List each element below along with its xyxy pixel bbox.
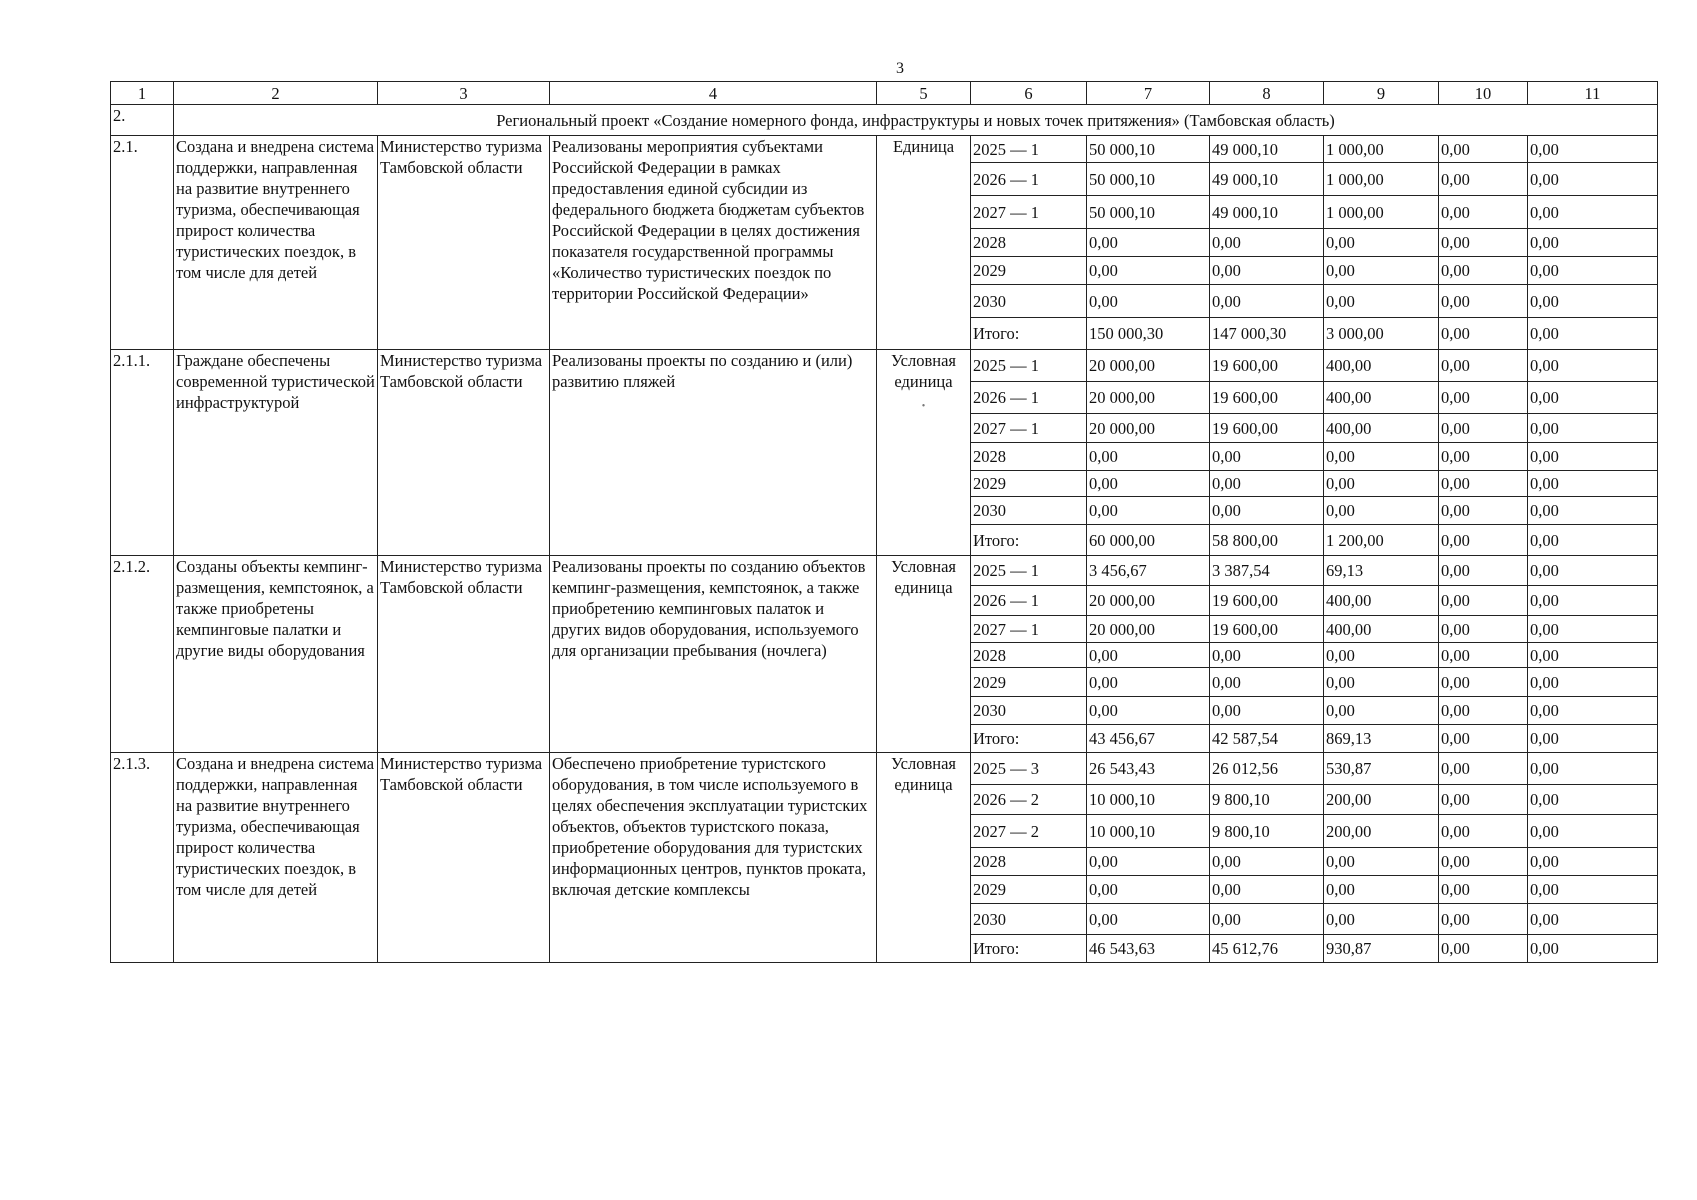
value-cell-11: 0,00 <box>1528 586 1658 616</box>
year-cell: 2029 <box>971 668 1087 697</box>
value-cell-8: 42 587,54 <box>1210 725 1324 753</box>
value-cell-7: 0,00 <box>1087 697 1210 725</box>
value-cell-11: 0,00 <box>1528 725 1658 753</box>
value-cell-11: 0,00 <box>1528 876 1658 904</box>
value-cell-8: 49 000,10 <box>1210 136 1324 163</box>
value-cell-11: 0,00 <box>1528 497 1658 525</box>
value-cell-10: 0,00 <box>1439 382 1528 414</box>
year-cell: 2026 — 1 <box>971 586 1087 616</box>
year-cell: 2030 <box>971 904 1087 935</box>
value-cell-10: 0,00 <box>1439 815 1528 848</box>
item-result: Реализованы проекты по созданию и (или) развитию пляжей <box>550 350 877 556</box>
project-number: 2. <box>111 105 174 136</box>
value-cell-11: 0,00 <box>1528 935 1658 963</box>
item-unit: Условная единица <box>890 351 957 391</box>
column-number: 11 <box>1528 82 1658 105</box>
value-cell-11: 0,00 <box>1528 848 1658 876</box>
value-cell-7: 0,00 <box>1087 497 1210 525</box>
value-cell-8: 0,00 <box>1210 876 1324 904</box>
value-cell-10: 0,00 <box>1439 876 1528 904</box>
column-number: 1 <box>111 82 174 105</box>
value-cell-11: 0,00 <box>1528 815 1658 848</box>
value-cell-7: 0,00 <box>1087 904 1210 935</box>
value-cell-11: 0,00 <box>1528 668 1658 697</box>
year-cell: 2028 <box>971 643 1087 668</box>
item-result: Реализованы мероприятия субъектами Российской Федерации в рамках предоставления единой субсидии из федерального бюджета бюджетам субъектов Российской Федерации в целях достижения показателя государственной программы «Количество туристических поездок по территории Российской Федерации» <box>550 136 877 350</box>
value-cell-9: 0,00 <box>1324 257 1439 285</box>
value-cell-10: 0,00 <box>1439 285 1528 318</box>
funding-table <box>110 81 1658 963</box>
value-cell-7: 0,00 <box>1087 643 1210 668</box>
value-cell-7: 10 000,10 <box>1087 815 1210 848</box>
value-cell-8: 147 000,30 <box>1210 318 1324 350</box>
value-cell-10: 0,00 <box>1439 443 1528 471</box>
value-cell-9: 1 200,00 <box>1324 525 1439 556</box>
value-cell-7: 0,00 <box>1087 876 1210 904</box>
year-cell: Итого: <box>971 318 1087 350</box>
item-executor: Министерство туризма Тамбовской области <box>378 753 550 963</box>
value-cell-7: 26 543,43 <box>1087 753 1210 785</box>
value-cell-10: 0,00 <box>1439 904 1528 935</box>
value-cell-9: 530,87 <box>1324 753 1439 785</box>
value-cell-11: 0,00 <box>1528 471 1658 497</box>
value-cell-8: 0,00 <box>1210 848 1324 876</box>
year-cell: 2029 <box>971 876 1087 904</box>
item-name: Созданы объекты кемпинг-размещения, кемпстоянок, а также приобретены кемпинговые палатки и другие виды оборудования <box>174 556 378 753</box>
value-cell-8: 19 600,00 <box>1210 350 1324 382</box>
value-cell-8: 0,00 <box>1210 643 1324 668</box>
value-cell-9: 0,00 <box>1324 285 1439 318</box>
value-cell-11: 0,00 <box>1528 382 1658 414</box>
value-cell-10: 0,00 <box>1439 497 1528 525</box>
value-cell-9: 400,00 <box>1324 414 1439 443</box>
project-title: Региональный проект «Создание номерного фонда, инфраструктуры и новых точек притяжения» (Тамбовская область) <box>174 105 1658 136</box>
value-cell-11: 0,00 <box>1528 163 1658 196</box>
value-cell-7: 50 000,10 <box>1087 163 1210 196</box>
value-cell-7: 50 000,10 <box>1087 196 1210 229</box>
value-cell-9: 1 000,00 <box>1324 136 1439 163</box>
value-cell-7: 46 543,63 <box>1087 935 1210 963</box>
value-cell-7: 10 000,10 <box>1087 785 1210 815</box>
item-number: 2.1.3. <box>111 753 174 963</box>
value-cell-8: 0,00 <box>1210 229 1324 257</box>
item-name: Граждане обеспечены современной туристической инфраструктурой <box>174 350 378 556</box>
value-cell-8: 58 800,00 <box>1210 525 1324 556</box>
value-cell-8: 9 800,10 <box>1210 785 1324 815</box>
year-cell: 2028 <box>971 443 1087 471</box>
value-cell-11: 0,00 <box>1528 753 1658 785</box>
value-cell-11: 0,00 <box>1528 443 1658 471</box>
year-cell: 2025 — 1 <box>971 136 1087 163</box>
value-cell-10: 0,00 <box>1439 725 1528 753</box>
item-number: 2.1.2. <box>111 556 174 753</box>
column-number: 10 <box>1439 82 1528 105</box>
value-cell-9: 1 000,00 <box>1324 196 1439 229</box>
year-cell: Итого: <box>971 725 1087 753</box>
value-cell-11: 0,00 <box>1528 697 1658 725</box>
value-cell-9: 0,00 <box>1324 471 1439 497</box>
value-cell-8: 49 000,10 <box>1210 196 1324 229</box>
value-cell-10: 0,00 <box>1439 848 1528 876</box>
value-cell-9: 0,00 <box>1324 697 1439 725</box>
column-number: 3 <box>378 82 550 105</box>
value-cell-10: 0,00 <box>1439 257 1528 285</box>
year-cell: 2025 — 3 <box>971 753 1087 785</box>
value-cell-10: 0,00 <box>1439 785 1528 815</box>
value-cell-7: 150 000,30 <box>1087 318 1210 350</box>
table-row <box>111 350 1658 382</box>
value-cell-9: 400,00 <box>1324 586 1439 616</box>
value-cell-7: 0,00 <box>1087 285 1210 318</box>
value-cell-9: 0,00 <box>1324 848 1439 876</box>
item-executor: Министерство туризма Тамбовской области <box>378 136 550 350</box>
value-cell-9: 0,00 <box>1324 497 1439 525</box>
item-unit-cell <box>877 556 971 753</box>
value-cell-7: 20 000,00 <box>1087 586 1210 616</box>
value-cell-8: 0,00 <box>1210 443 1324 471</box>
value-cell-10: 0,00 <box>1439 668 1528 697</box>
value-cell-7: 0,00 <box>1087 229 1210 257</box>
value-cell-10: 0,00 <box>1439 935 1528 963</box>
year-cell: 2029 <box>971 471 1087 497</box>
value-cell-8: 0,00 <box>1210 471 1324 497</box>
year-cell: 2030 <box>971 497 1087 525</box>
page-number: 3 <box>896 60 904 77</box>
value-cell-8: 9 800,10 <box>1210 815 1324 848</box>
value-cell-8: 45 612,76 <box>1210 935 1324 963</box>
value-cell-7: 20 000,00 <box>1087 414 1210 443</box>
value-cell-8: 19 600,00 <box>1210 414 1324 443</box>
item-unit: Условная единица <box>890 754 957 794</box>
value-cell-8: 19 600,00 <box>1210 616 1324 643</box>
value-cell-8: 3 387,54 <box>1210 556 1324 586</box>
year-cell: 2027 — 1 <box>971 616 1087 643</box>
year-cell: 2026 — 1 <box>971 382 1087 414</box>
year-cell: 2027 — 1 <box>971 414 1087 443</box>
value-cell-9: 1 000,00 <box>1324 163 1439 196</box>
value-cell-9: 69,13 <box>1324 556 1439 586</box>
value-cell-9: 400,00 <box>1324 382 1439 414</box>
item-number: 2.1. <box>111 136 174 350</box>
value-cell-7: 20 000,00 <box>1087 350 1210 382</box>
value-cell-10: 0,00 <box>1439 556 1528 586</box>
value-cell-10: 0,00 <box>1439 697 1528 725</box>
item-unit: Условная единица <box>890 557 957 597</box>
value-cell-10: 0,00 <box>1439 616 1528 643</box>
table-row <box>111 136 1658 163</box>
value-cell-11: 0,00 <box>1528 257 1658 285</box>
value-cell-8: 0,00 <box>1210 668 1324 697</box>
value-cell-7: 60 000,00 <box>1087 525 1210 556</box>
column-number-row <box>111 82 1658 105</box>
value-cell-7: 0,00 <box>1087 257 1210 285</box>
item-executor: Министерство туризма Тамбовской области <box>378 350 550 556</box>
item-result: Реализованы проекты по созданию объектов кемпинг-размещения, кемпстоянок, а также приобретению кемпинговых палаток и других видов оборудования, используемого для организации пребывания (ночлега) <box>550 556 877 753</box>
year-cell: 2027 — 2 <box>971 815 1087 848</box>
value-cell-11: 0,00 <box>1528 525 1658 556</box>
value-cell-11: 0,00 <box>1528 904 1658 935</box>
value-cell-7: 3 456,67 <box>1087 556 1210 586</box>
year-cell: 2029 <box>971 257 1087 285</box>
year-cell: 2030 <box>971 285 1087 318</box>
value-cell-7: 0,00 <box>1087 848 1210 876</box>
item-result: Обеспечено приобретение туристского оборудования, в том числе используемого в целях обеспечения эксплуатации туристских объектов, объектов туристского показа, приобретение оборудования для туристских информационных центров, пунктов проката, включая детские комплексы <box>550 753 877 963</box>
value-cell-8: 19 600,00 <box>1210 586 1324 616</box>
value-cell-11: 0,00 <box>1528 136 1658 163</box>
value-cell-7: 20 000,00 <box>1087 616 1210 643</box>
value-cell-9: 0,00 <box>1324 443 1439 471</box>
item-unit-cell <box>877 136 971 350</box>
year-cell: 2030 <box>971 697 1087 725</box>
value-cell-7: 0,00 <box>1087 471 1210 497</box>
value-cell-9: 3 000,00 <box>1324 318 1439 350</box>
value-cell-11: 0,00 <box>1528 285 1658 318</box>
value-cell-8: 0,00 <box>1210 697 1324 725</box>
value-cell-11: 0,00 <box>1528 196 1658 229</box>
year-cell: Итого: <box>971 525 1087 556</box>
value-cell-10: 0,00 <box>1439 196 1528 229</box>
value-cell-10: 0,00 <box>1439 229 1528 257</box>
value-cell-11: 0,00 <box>1528 318 1658 350</box>
year-cell: 2028 <box>971 848 1087 876</box>
value-cell-8: 0,00 <box>1210 904 1324 935</box>
value-cell-11: 0,00 <box>1528 616 1658 643</box>
project-row <box>111 105 1658 136</box>
value-cell-9: 0,00 <box>1324 876 1439 904</box>
value-cell-11: 0,00 <box>1528 556 1658 586</box>
column-number: 6 <box>971 82 1087 105</box>
year-cell: 2026 — 1 <box>971 163 1087 196</box>
item-name: Создана и внедрена система поддержки, направленная на развитие внутреннего туризма, обеспечивающая прирост количества туристических поездок, в том числе для детей <box>174 136 378 350</box>
value-cell-7: 0,00 <box>1087 443 1210 471</box>
item-unit: Единица <box>892 137 955 156</box>
value-cell-11: 0,00 <box>1528 229 1658 257</box>
value-cell-10: 0,00 <box>1439 525 1528 556</box>
value-cell-9: 200,00 <box>1324 785 1439 815</box>
value-cell-8: 0,00 <box>1210 285 1324 318</box>
item-executor: Министерство туризма Тамбовской области <box>378 556 550 753</box>
year-cell: 2026 — 2 <box>971 785 1087 815</box>
value-cell-10: 0,00 <box>1439 136 1528 163</box>
value-cell-8: 0,00 <box>1210 497 1324 525</box>
value-cell-7: 50 000,10 <box>1087 136 1210 163</box>
value-cell-9: 0,00 <box>1324 668 1439 697</box>
value-cell-10: 0,00 <box>1439 643 1528 668</box>
value-cell-9: 0,00 <box>1324 643 1439 668</box>
value-cell-10: 0,00 <box>1439 414 1528 443</box>
value-cell-10: 0,00 <box>1439 753 1528 785</box>
value-cell-9: 869,13 <box>1324 725 1439 753</box>
value-cell-10: 0,00 <box>1439 586 1528 616</box>
item-unit-cell <box>877 753 971 963</box>
value-cell-8: 0,00 <box>1210 257 1324 285</box>
year-cell: 2025 — 1 <box>971 350 1087 382</box>
value-cell-7: 43 456,67 <box>1087 725 1210 753</box>
item-name: Создана и внедрена система поддержки, направленная на развитие внутреннего туризма, обеспечивающая прирост количества туристических поездок, в том числе для детей <box>174 753 378 963</box>
year-cell: Итого: <box>971 935 1087 963</box>
value-cell-10: 0,00 <box>1439 318 1528 350</box>
year-cell: 2027 — 1 <box>971 196 1087 229</box>
column-number: 8 <box>1210 82 1324 105</box>
item-number: 2.1.1. <box>111 350 174 556</box>
value-cell-7: 20 000,00 <box>1087 382 1210 414</box>
value-cell-9: 930,87 <box>1324 935 1439 963</box>
value-cell-9: 200,00 <box>1324 815 1439 848</box>
column-number: 4 <box>550 82 877 105</box>
table-row <box>111 753 1658 785</box>
value-cell-8: 49 000,10 <box>1210 163 1324 196</box>
value-cell-8: 19 600,00 <box>1210 382 1324 414</box>
column-number: 7 <box>1087 82 1210 105</box>
item-unit-cell <box>877 350 971 556</box>
value-cell-9: 0,00 <box>1324 229 1439 257</box>
value-cell-10: 0,00 <box>1439 163 1528 196</box>
value-cell-9: 400,00 <box>1324 616 1439 643</box>
column-number: 9 <box>1324 82 1439 105</box>
value-cell-8: 26 012,56 <box>1210 753 1324 785</box>
value-cell-11: 0,00 <box>1528 785 1658 815</box>
column-number: 5 <box>877 82 971 105</box>
column-number: 2 <box>174 82 378 105</box>
value-cell-7: 0,00 <box>1087 668 1210 697</box>
value-cell-10: 0,00 <box>1439 471 1528 497</box>
value-cell-11: 0,00 <box>1528 643 1658 668</box>
value-cell-9: 0,00 <box>1324 904 1439 935</box>
year-cell: 2025 — 1 <box>971 556 1087 586</box>
value-cell-11: 0,00 <box>1528 414 1658 443</box>
value-cell-11: 0,00 <box>1528 350 1658 382</box>
value-cell-10: 0,00 <box>1439 350 1528 382</box>
scan-mark: • <box>921 401 926 412</box>
value-cell-9: 400,00 <box>1324 350 1439 382</box>
year-cell: 2028 <box>971 229 1087 257</box>
table-row <box>111 556 1658 586</box>
